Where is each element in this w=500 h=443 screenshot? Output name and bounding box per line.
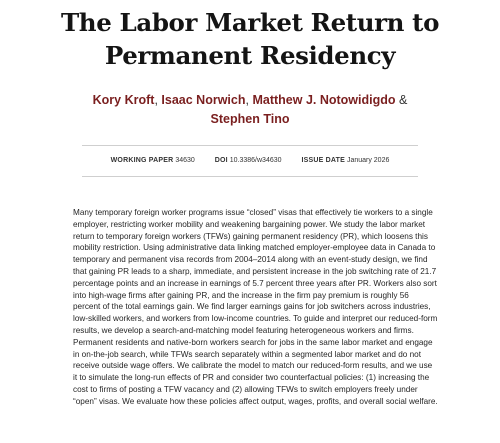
doi-label: DOI [214, 157, 228, 164]
doi-value: 10.3386/w34630 [229, 157, 282, 164]
author-separator: , [154, 93, 158, 107]
author-link-kroft[interactable]: Kory Kroft [92, 93, 155, 107]
working-paper-label: WORKING PAPER [110, 157, 174, 164]
author-conjunction: & [399, 93, 408, 107]
working-paper-number: 34630 [175, 157, 195, 164]
author-link-notowidigdo[interactable]: Matthew J. Notowidigdo [252, 93, 396, 107]
author-link-norwich[interactable]: Isaac Norwich [161, 93, 246, 107]
paper-title: The Labor Market Return to Permanent Residency [60, 8, 440, 70]
working-paper-meta [111, 157, 195, 164]
issue-date-value: January 2026 [346, 157, 390, 164]
meta-divider-bottom [82, 176, 418, 177]
issue-date-label: ISSUE DATE [301, 157, 345, 164]
doi-meta [215, 157, 282, 164]
meta-divider-top [82, 145, 418, 146]
author-link-tino[interactable]: Stephen Tino [210, 112, 290, 126]
paper-metadata [82, 155, 418, 166]
author-separator: , [245, 93, 249, 107]
author-list [40, 91, 460, 129]
issue-date-meta [301, 157, 389, 164]
abstract-text: Many temporary foreign worker programs issue “closed” visas that effectively tie workers to a single employer, restricting worker mobility and weakening bargaining power. We study the labor market return to temporary foreign workers (TFWs) gaining permanent residency (PR), which loosens this mobility restriction. Using administrative data linking matched employer-employee data in Canada to temporary and permanent visa records from 2004–2014 along with an event-study design, we find that gaining PR leads to a sharp, immediate, and persistent increase in the job switching rate of 21.7 percentage points and an increase in earnings of 5.7 percent three years after PR. Workers also sort into high-wage firms after gaining PR, and the increase in the firm pay premium is roughly 56 percent of the total earnings gain. We find larger earnings gains for job switchers across industries, low-skilled workers, and workers from low-income countries. To guide and interpret our reduced-form results, we develop a search-and-matching model featuring heterogeneous workers and firms. Permanent residents and native-born workers search for jobs in the same labor market and engage in on-the-job search, while TFWs search separately within a segmented labor market and do not receive outside wage offers. We calibrate the model to match our reduced-form results, and we use it to simulate the long-run effects of PR and consider two counterfactual policies: (1) increasing the cost to firms of posting a TFW vacancy and (2) allowing TFWs to switch employers freely under “open” visas. We evaluate how these policies affect output, wages, profits, and overall social welfare. [73, 208, 438, 406]
